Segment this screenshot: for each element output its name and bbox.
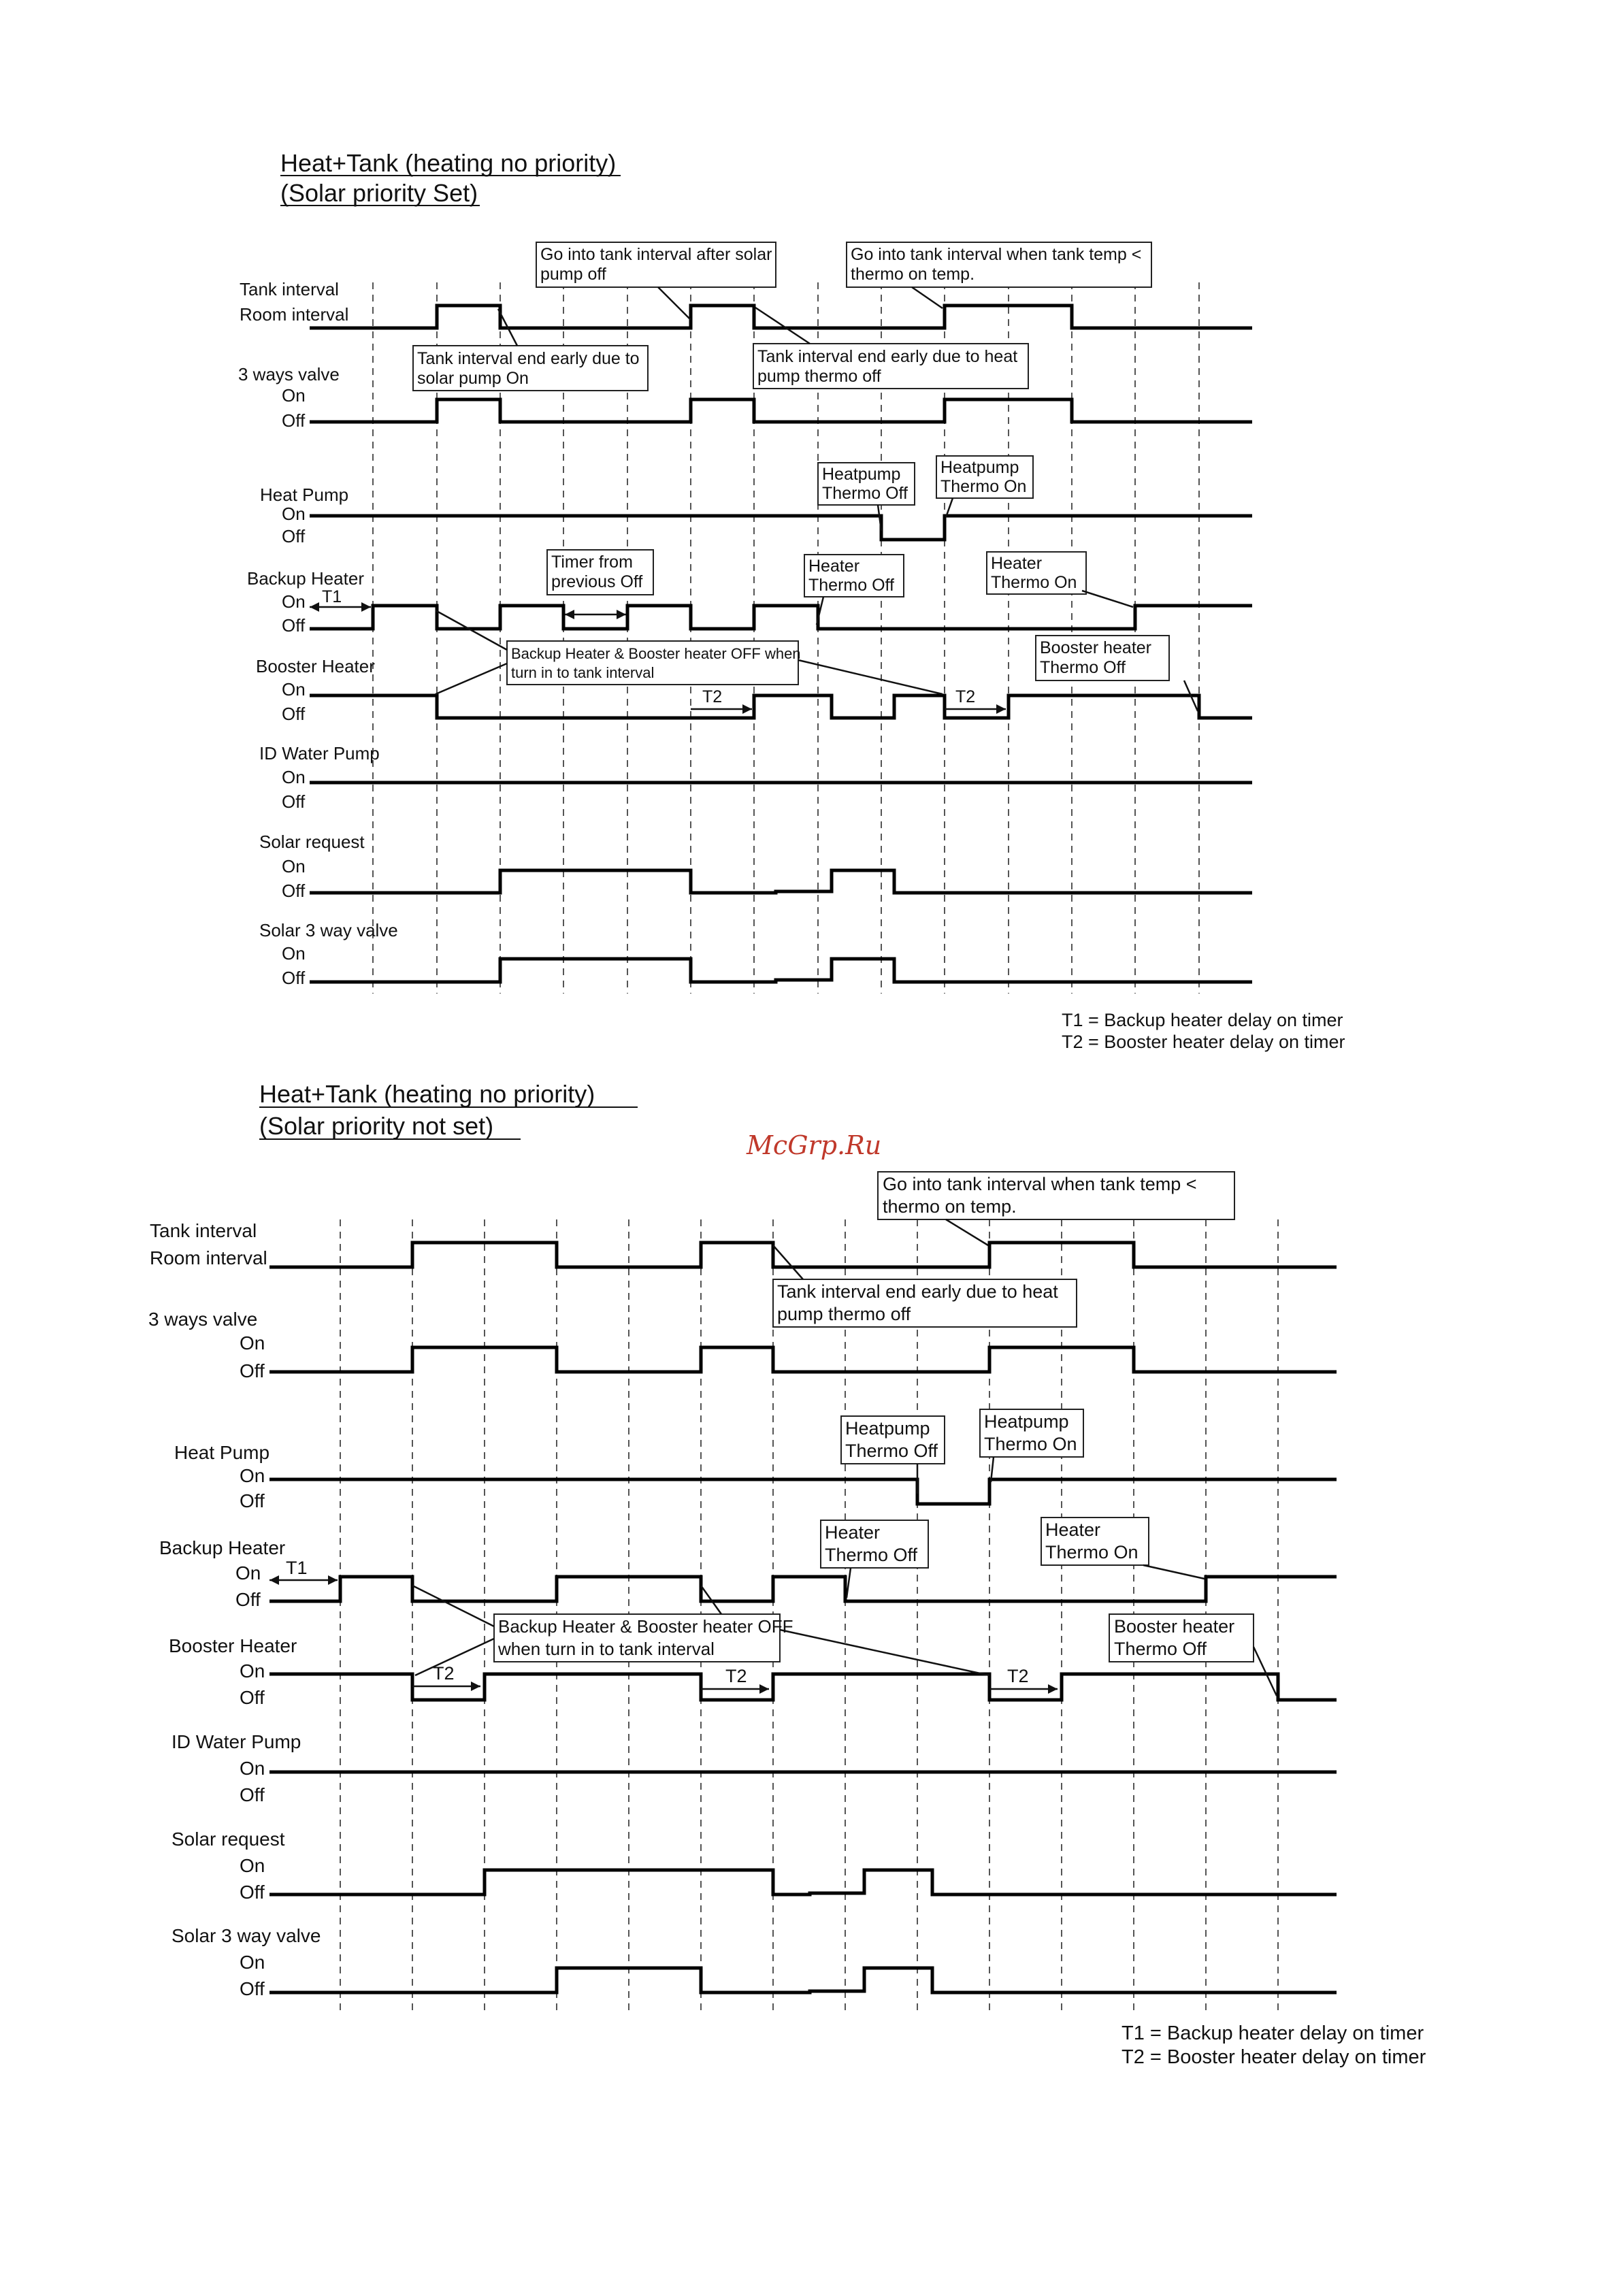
diagram-2-title-line-2: (Solar priority not set)	[259, 1112, 494, 1140]
d1-label-solar-3-way-valve: Solar 3 way valve	[259, 920, 398, 940]
d1-label-id-water-pump-off: Off	[282, 791, 306, 812]
d2-label-solar-request: Solar request	[171, 1828, 285, 1850]
d2-note-heater-thermo-off-1: Heater	[825, 1522, 881, 1543]
d1-label-id-water-pump-on: On	[282, 767, 306, 787]
d2-label-id-water-pump-on: On	[240, 1758, 265, 1779]
d1-legend-t2: T2 = Booster heater delay on timer	[1062, 1032, 1345, 1052]
d1-label-heat-pump: Heat Pump	[260, 485, 349, 505]
d1-note-booster-thermo-off-1: Booster heater	[1040, 638, 1151, 657]
d1-note-heater-thermo-off-1: Heater	[808, 557, 860, 576]
d1-timer-t2-a: T2	[702, 687, 723, 706]
d1-signal-heat-pump	[310, 516, 1252, 540]
d2-note-heatpump-thermo-on-1: Heatpump	[984, 1411, 1069, 1432]
d2-note-heatpump-thermo-off-1: Heatpump	[845, 1418, 930, 1439]
d1-note-backup-booster-off-2: turn in to tank interval	[511, 664, 655, 681]
d2-label-solar-request-on: On	[240, 1855, 265, 1876]
d2-note-end-early-heat-1: Tank interval end early due to heat	[777, 1281, 1058, 1302]
d1-label-backup-heater-on: On	[282, 591, 306, 612]
d1-label-backup-heater: Backup Heater	[247, 568, 364, 589]
diagram-solar-priority-not-set	[148, 1080, 1426, 2068]
d2-note-tank-temp-2: thermo on temp.	[883, 1196, 1017, 1217]
d2-note-heater-thermo-on-2: Thermo On	[1045, 1542, 1139, 1562]
diagram-1-title-line-1: Heat+Tank (heating no priority)	[280, 149, 617, 177]
d1-label-solar-3-way-valve-on: On	[282, 943, 306, 964]
d2-signal-solar-3-way-valve	[269, 1968, 1337, 1992]
d1-note-end-early-solar-1: Tank interval end early due to	[417, 349, 640, 368]
d1-timer-t2-b: T2	[955, 687, 976, 706]
d1-signal-booster-heater	[310, 695, 1252, 718]
d2-note-tank-temp-1: Go into tank interval when tank temp <	[883, 1174, 1197, 1194]
d1-signal-backup-heater	[310, 606, 1252, 629]
d1-note-tank-temp-1: Go into tank interval when tank temp <	[851, 245, 1142, 264]
d2-label-booster-heater: Booster Heater	[169, 1635, 297, 1656]
d2-label-heat-pump-on: On	[240, 1465, 265, 1486]
d2-label-3-ways-valve-off: Off	[240, 1360, 265, 1381]
d2-note-heatpump-thermo-on-2: Thermo On	[984, 1434, 1077, 1454]
d1-label-3-ways-valve-on: On	[282, 385, 306, 406]
d1-note-heatpump-thermo-off-1: Heatpump	[822, 465, 901, 484]
d2-label-3-ways-valve-on: On	[240, 1332, 265, 1354]
d1-label-solar-request-on: On	[282, 856, 306, 876]
d2-label-id-water-pump: ID Water Pump	[171, 1731, 301, 1752]
d1-signal-solar-request	[310, 870, 1252, 893]
d1-note-heatpump-thermo-on-2: Thermo On	[940, 477, 1027, 496]
d2-label-solar-request-off: Off	[240, 1882, 265, 1903]
diagram-1-title-line-2: (Solar priority Set)	[280, 179, 478, 207]
d2-label-backup-heater-on: On	[235, 1562, 261, 1584]
d2-note-backup-booster-off-2: when turn in to tank interval	[498, 1639, 715, 1659]
d1-note-backup-booster-off-1: Backup Heater & Booster heater OFF when	[511, 645, 801, 662]
diagram-2-title-line-1: Heat+Tank (heating no priority)	[259, 1080, 595, 1108]
d1-note-after-solar-pump-off-1: Go into tank interval after solar	[540, 245, 772, 264]
d2-label-booster-heater-off: Off	[240, 1687, 265, 1708]
d1-label-room-interval: Room interval	[240, 304, 349, 325]
d2-label-solar-3-way-valve-off: Off	[240, 1978, 265, 1999]
d2-timer-t1: T1	[286, 1558, 308, 1578]
d2-label-solar-3-way-valve-on: On	[240, 1952, 265, 1973]
d2-label-backup-heater: Backup Heater	[159, 1537, 286, 1558]
d1-timer-t1: T1	[322, 587, 342, 606]
d1-note-heater-thermo-on-1: Heater	[991, 554, 1043, 573]
d2-signal-3-ways-valve	[269, 1347, 1337, 1372]
d2-label-heat-pump: Heat Pump	[174, 1442, 270, 1463]
d1-label-booster-heater-on: On	[282, 679, 306, 700]
d1-label-booster-heater: Booster Heater	[256, 656, 375, 676]
d2-label-heat-pump-off: Off	[240, 1490, 265, 1511]
d2-note-backup-booster-off-1: Backup Heater & Booster heater OFF	[498, 1616, 793, 1637]
d2-label-solar-3-way-valve: Solar 3 way valve	[171, 1925, 321, 1946]
diagram-solar-priority-set	[238, 149, 1345, 1052]
d2-label-3-ways-valve: 3 ways valve	[148, 1309, 258, 1330]
d2-label-booster-heater-on: On	[240, 1660, 265, 1682]
d1-label-backup-heater-off: Off	[282, 615, 306, 636]
d1-label-solar-request-off: Off	[282, 881, 306, 901]
d2-note-heatpump-thermo-off-2: Thermo Off	[845, 1441, 938, 1461]
d2-note-booster-thermo-off-2: Thermo Off	[1114, 1639, 1207, 1659]
d1-label-id-water-pump: ID Water Pump	[259, 743, 380, 764]
d2-label-tank-interval: Tank interval	[150, 1220, 257, 1241]
d1-note-timer-previous-off-2: previous Off	[551, 572, 643, 591]
d2-note-booster-thermo-off-1: Booster heater	[1114, 1616, 1235, 1637]
d2-legend-t2: T2 = Booster heater delay on timer	[1121, 2046, 1426, 2068]
d2-legend-t1: T1 = Backup heater delay on timer	[1121, 2022, 1424, 2044]
d1-legend-t1: T1 = Backup heater delay on timer	[1062, 1010, 1343, 1030]
d1-note-booster-thermo-off-2: Thermo Off	[1040, 658, 1126, 677]
d2-signal-tank-interval	[269, 1243, 1337, 1267]
d1-label-heat-pump-off: Off	[282, 526, 306, 546]
d1-note-end-early-solar-2: solar pump On	[417, 369, 529, 388]
d2-signal-solar-request	[269, 1870, 1337, 1895]
d2-timer-t2-c: T2	[1007, 1666, 1029, 1686]
d2-label-id-water-pump-off: Off	[240, 1784, 265, 1805]
d1-label-heat-pump-on: On	[282, 504, 306, 524]
d1-note-tank-temp-2: thermo on temp.	[851, 265, 975, 284]
d2-note-end-early-heat-2: pump thermo off	[777, 1304, 911, 1324]
d1-label-tank-interval: Tank interval	[240, 279, 339, 299]
d1-label-3-ways-valve: 3 ways valve	[238, 364, 340, 384]
d2-timer-t2-b: T2	[725, 1666, 747, 1686]
d1-signal-3-ways-valve	[310, 399, 1252, 422]
watermark: McGrp.Ru	[747, 1130, 882, 1160]
d2-label-room-interval: Room interval	[150, 1247, 267, 1268]
d2-note-heater-thermo-off-2: Thermo Off	[825, 1545, 918, 1565]
d2-signal-heat-pump	[269, 1479, 1337, 1504]
d1-note-heater-thermo-on-2: Thermo On	[991, 573, 1077, 592]
d2-note-heater-thermo-on-1: Heater	[1045, 1520, 1101, 1540]
d1-note-heatpump-thermo-off-2: Thermo Off	[822, 484, 908, 503]
d1-note-end-early-heat-2: pump thermo off	[757, 367, 881, 386]
d1-label-solar-3-way-valve-off: Off	[282, 968, 306, 988]
d1-label-booster-heater-off: Off	[282, 704, 306, 724]
d2-signal-backup-heater	[269, 1577, 1337, 1601]
d1-note-heater-thermo-off-2: Thermo Off	[808, 576, 894, 595]
d1-signal-solar-3-way-valve	[310, 959, 1252, 982]
d1-note-timer-previous-off-1: Timer from	[551, 553, 633, 572]
d1-note-heatpump-thermo-on-1: Heatpump	[940, 458, 1019, 477]
d2-label-backup-heater-off: Off	[235, 1589, 261, 1610]
d1-label-3-ways-valve-off: Off	[282, 410, 306, 431]
d2-timer-t2-a: T2	[433, 1663, 455, 1684]
d1-label-solar-request: Solar request	[259, 832, 365, 852]
d1-note-end-early-heat-1: Tank interval end early due to heat	[757, 347, 1018, 366]
d1-note-after-solar-pump-off-2: pump off	[540, 265, 606, 284]
